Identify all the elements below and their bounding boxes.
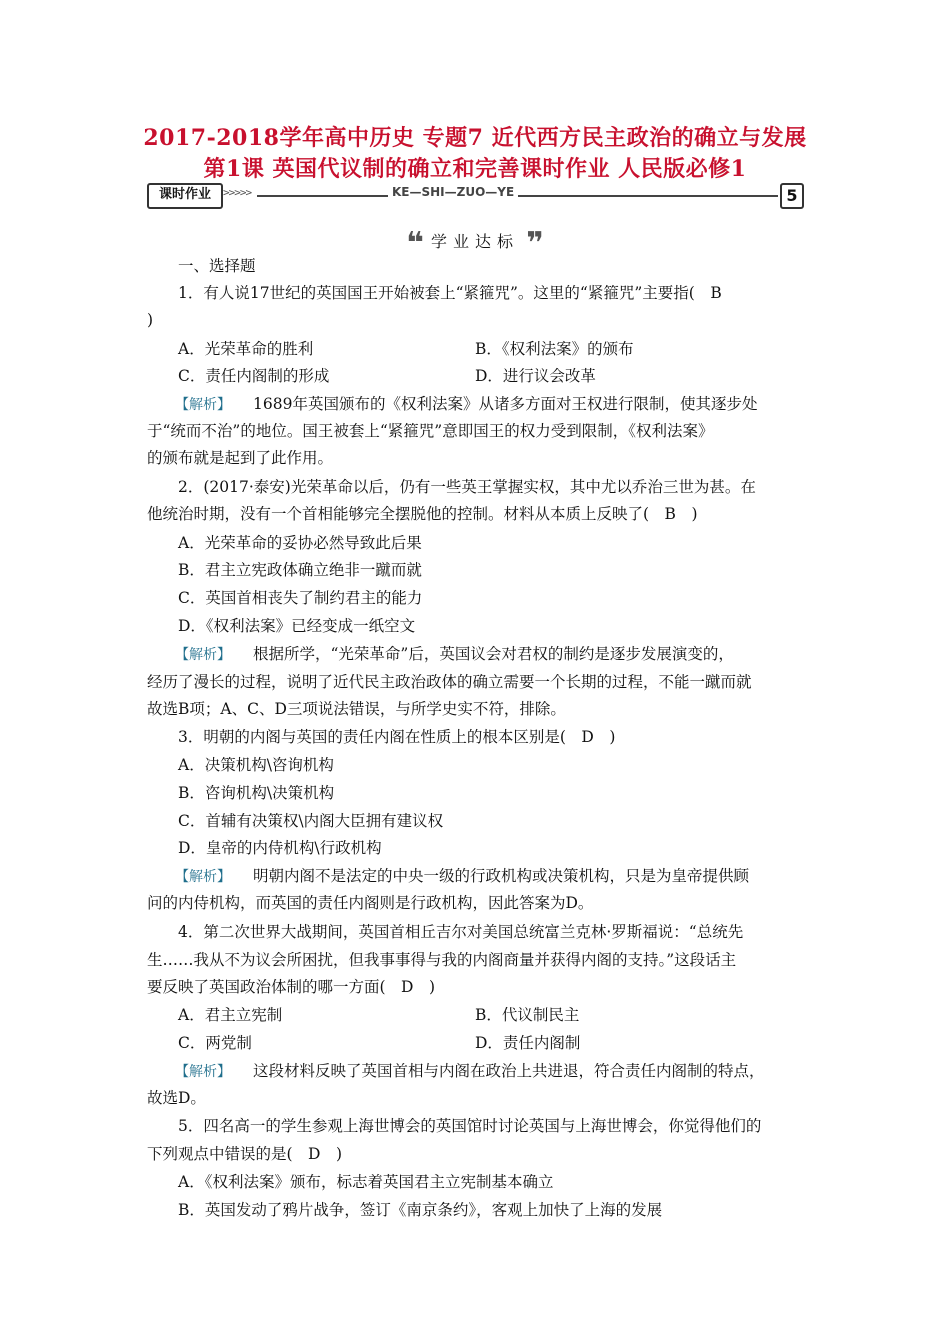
question-5-text-cont: 下列观点中错误的是( D ) [147, 1145, 343, 1163]
option-5b: B．英国发动了鸦片战争，签订《南京条约》，客观上加快了上海的发展 [178, 1201, 663, 1219]
question-5-text: 5．四名高一的学生参观上海世博会的英国馆时讨论英国与上海世博会，你觉得他们的 [178, 1117, 762, 1135]
analysis-3: 【解析】 明朝内阁不是法定的中央一级的行政机构或决策机构，只是为皇帝提供顾 [175, 867, 750, 885]
option-2c: C．英国首相丧失了制约君主的能力 [178, 589, 423, 607]
question-1-text: 1．有人说17世纪的英国国王开始被套上“紧箍咒”。这里的“紧箍咒”主要指( B [178, 284, 722, 302]
document-title-line1: 2017-2018学年高中历史 专题7 近代西方民主政治的确立与发展 [143, 125, 807, 151]
option-3b: B．咨询机构\决策机构 [178, 784, 335, 802]
option-1b: B．《权利法案》的颁布 [475, 340, 634, 358]
option-4b: B．代议制民主 [475, 1006, 580, 1024]
option-5a: A．《权利法案》颁布，标志着英国君主立宪制基本确立 [178, 1173, 554, 1191]
question-4-text-cont2: 要反映了英国政治体制的哪一方面( D ) [147, 978, 436, 996]
option-1d: D．进行议会改革 [475, 367, 596, 385]
analysis-label: 【解析】 [175, 397, 231, 413]
analysis-2: 【解析】 根据所学，“光荣革命”后，英国议会对君权的制约是逐步发展演变的， [175, 645, 734, 663]
analysis-label: 【解析】 [175, 1064, 231, 1080]
option-2d: D．《权利法案》已经变成一纸空文 [178, 617, 416, 635]
option-4d: D．责任内阁制 [475, 1034, 581, 1052]
question-4-text: 4．第二次世界大战期间，英国首相丘吉尔对美国总统富兰克林·罗斯福说：“总统先 [178, 923, 744, 941]
analysis-2-line2: 经历了漫长的过程，说明了近代民主政治政体的确立需要一个长期的过程，不能一蹴而就 [147, 673, 752, 691]
option-4a: A．君主立宪制 [178, 1006, 283, 1024]
analysis-1: 【解析】 1689年英国颁布的《权利法案》从诸多方面对王权进行限制，使其逐步处 [175, 395, 758, 413]
open-quote-icon: ❝ [406, 226, 424, 261]
option-1c: C．责任内阁制的形成 [178, 367, 330, 385]
banner-arrows-icon: >>>>> [223, 186, 252, 199]
analysis-4-line2: 故选D。 [147, 1089, 206, 1107]
option-4c: C．两党制 [178, 1034, 252, 1052]
document-title-line2: 第1课 英国代议制的确立和完善课时作业 人民版必修1 [203, 156, 747, 182]
option-1a: A．光荣革命的胜利 [178, 340, 314, 358]
close-quote-icon: ❞ [526, 226, 544, 261]
question-4-text-cont: 生……我从不为议会所困扰，但我事事得与我的内阁商量并获得内阁的支持。”这段话主 [147, 951, 737, 969]
banner-label: 课时作业 [147, 183, 223, 209]
question-1-text-cont: ) [147, 311, 154, 329]
analysis-label: 【解析】 [175, 869, 231, 885]
analysis-3-line2: 问的内侍机构，而英国的责任内阁则是行政机构，因此答案为D。 [147, 894, 594, 912]
option-2a: A．光荣革命的妥协必然导致此后果 [178, 534, 422, 552]
analysis-1-line3: 的颁布就是起到了此作用。 [147, 449, 334, 467]
analysis-2-line3: 故选B项；A、C、D三项说法错误，与所学史实不符，排除。 [147, 700, 566, 718]
section-title: 学业达标 [430, 232, 519, 251]
question-3-text: 3．明朝的内阁与英国的责任内阁在性质上的根本区别是( D ) [178, 728, 616, 746]
analysis-1-line2: 于“统而不治”的地位。国王被套上“紧箍咒”意即国王的权力受到限制，《权利法案》 [147, 422, 714, 440]
option-2b: B．君主立宪政体确立绝非一蹴而就 [178, 561, 422, 579]
homework-banner [147, 183, 804, 207]
option-3d: D．皇帝的内侍机构\行政机构 [178, 839, 382, 857]
banner-number: 5 [780, 183, 804, 209]
question-2-text: 2．(2017·泰安)光荣革命以后，仍有一些英王掌握实权，其中尤以乔治三世为甚。在 [178, 478, 756, 496]
analysis-4: 【解析】 这段材料反映了英国首相与内阁在政治上共进退，符合责任内阁制的特点， [175, 1062, 765, 1080]
subsection-title: 一、选择题 [178, 257, 256, 275]
option-3a: A．决策机构\咨询机构 [178, 756, 334, 774]
banner-pinyin: KE—SHI—ZUO—YE [388, 185, 518, 199]
analysis-label: 【解析】 [175, 647, 231, 663]
section-heading [0, 226, 950, 261]
option-3c: C．首辅有决策权\内阁大臣拥有建议权 [178, 812, 444, 830]
question-2-text-cont: 他统治时期，没有一个首相能够完全摆脱他的控制。材料从本质上反映了( B ) [147, 505, 698, 523]
